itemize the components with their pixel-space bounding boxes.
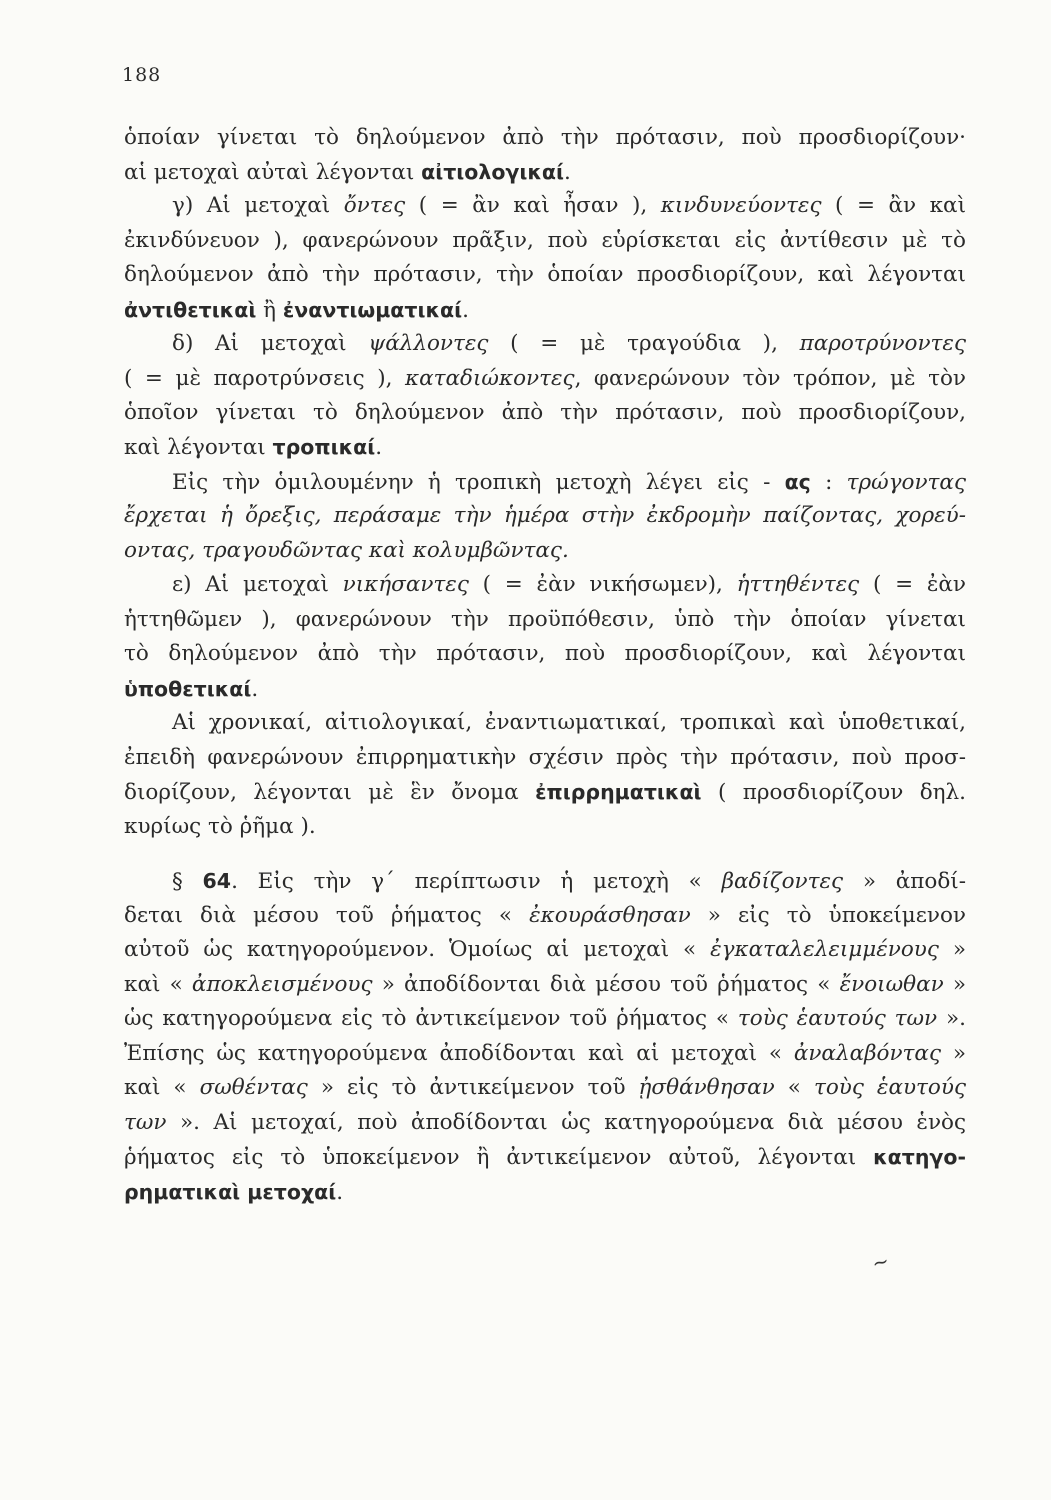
text-span: ». Αἱ μετοχαί, ποὺ ἀποδίδονται ὡς κατηγορούμενα διὰ μέσου ἑνὸς — [166, 1110, 966, 1135]
text-span: » εἰς τὸ ὑποκείμενον — [690, 903, 966, 928]
text-span: καὶ « — [124, 972, 192, 997]
text-span: καὶ « — [124, 1075, 200, 1100]
text-line — [124, 778, 966, 807]
text-line — [124, 537, 966, 565]
text-line — [124, 606, 966, 634]
italic-term: ἐγκαταλελειμμένους — [710, 937, 939, 962]
italic-term: νικήσαντες — [342, 572, 469, 597]
text-span: οντας, τραγουδῶντας καὶ κολυμβῶντας. — [124, 538, 569, 563]
italic-term: ᾐσθάνθησαν — [638, 1075, 775, 1100]
text-span: ὡς κατηγορούμενα εἰς τὸ ἀντικείμενον τοῦ ῥήματος « — [124, 1006, 738, 1031]
text-span: . — [251, 677, 259, 702]
bold-term: ρηματικαὶ μετοχαί — [124, 1180, 337, 1204]
text-span: ε) Αἱ μετοχαὶ — [172, 572, 343, 597]
text-span: δεται διὰ μέσου τοῦ ῥήματος « — [124, 903, 530, 928]
text-span: δ) Αἱ μετοχαὶ — [172, 331, 369, 356]
italic-term: ἡττηθέντες — [736, 572, 860, 597]
text-line — [124, 1143, 966, 1172]
bold-term: αἰτιολογικαί — [421, 160, 564, 184]
text-line — [124, 227, 966, 255]
italic-term: ἐκουράσθησαν — [529, 903, 691, 928]
text-line — [124, 124, 966, 152]
text-line — [124, 675, 966, 704]
text-span: » — [941, 1041, 966, 1066]
italic-term: τρώγοντας — [846, 470, 966, 495]
bold-term: τροπικαί — [272, 435, 376, 459]
text-line — [172, 709, 966, 737]
text-line — [124, 261, 966, 289]
text-line — [124, 1074, 966, 1102]
text-span: ( = ἂν καὶ — [821, 193, 967, 218]
text-span: . — [336, 1180, 344, 1205]
italic-term: παροτρύνοντες — [799, 331, 967, 356]
italic-term: ἀποκλεισμένους — [191, 972, 373, 997]
bold-term: ἐναντιωματικαί — [282, 298, 463, 322]
bold-term: ἐπιρρηματικαὶ — [535, 780, 702, 804]
text-line — [124, 744, 966, 772]
italic-term: βαδίζοντες — [721, 869, 844, 894]
text-span: : — [810, 470, 847, 495]
text-span: Ἐπίσης ὡς κατηγορούμενα ἀποδίδονται καὶ αἱ μετοχαὶ « — [124, 1041, 794, 1066]
italic-term: ἔνοιωθαν — [839, 972, 944, 997]
bold-term: κατηγο- — [873, 1145, 966, 1169]
marginal-mark: ~ — [869, 1248, 892, 1276]
text-span: ( = ἐὰν — [859, 572, 966, 597]
italic-term: ὄντες — [343, 193, 406, 218]
text-span: . — [462, 298, 469, 323]
text-line — [124, 296, 966, 325]
text-span: § — [172, 869, 203, 894]
text-span: δηλούμενον ἀπὸ τὴν πρότασιν, τὴν ὁποίαν προσδιορίζουν, καὶ λέγονται — [124, 262, 966, 287]
text-span: ῥήματος εἰς τὸ ὑποκείμενον ἢ ἀντικείμενον αὐτοῦ, λέγονται — [124, 1145, 874, 1170]
text-line — [124, 399, 966, 427]
italic-term: σωθέντας — [199, 1075, 308, 1100]
italic-term: τοὺς ἑαυτούς των — [737, 1006, 938, 1031]
text-line — [172, 468, 966, 497]
text-span: καὶ λέγονται — [124, 435, 273, 460]
section-number: 64 — [202, 869, 232, 893]
text-span: ἡττηθῶμεν ), φανερώνουν τὴν προϋπόθεσιν, ὑπὸ τὴν ὁποίαν γίνεται — [124, 607, 966, 632]
page-number: 188 — [122, 64, 162, 86]
text-line — [124, 902, 966, 930]
text-span: ὁποίαν γίνεται τὸ δηλούμενον ἀπὸ τὴν πρότασιν, ποὺ προσδιορίζουν· — [124, 125, 966, 150]
text-span: , φανερώνουν τὸν τρόπον, μὲ τὸν — [574, 366, 966, 391]
text-line — [172, 867, 966, 896]
text-span: « — [774, 1075, 814, 1100]
text-span: ». — [937, 1006, 966, 1031]
text-span: . — [375, 435, 383, 460]
text-span: ἢ — [256, 298, 283, 323]
text-span: . Εἰς τὴν γ΄ περίπτωσιν ἡ μετοχὴ « — [231, 869, 722, 894]
text-span: Αἱ χρονικαί, αἰτιολογικαί, ἐναντιωματικαί, τροπικαὶ καὶ ὑποθετικαί, — [172, 710, 966, 735]
text-line — [124, 158, 966, 187]
text-span: ἔρχεται ἡ ὄρεξις, περάσαμε τὴν ἡμέρα στὴν ἐκδρομὴν παίζοντας, χορεύ- — [124, 503, 966, 528]
text-span: ( = μὲ παροτρύνσεις ), — [124, 366, 406, 391]
text-span: ( = ἂν καὶ ἦσαν ), — [405, 193, 661, 218]
text-span: » εἰς τὸ ἀντικείμενον τοῦ — [307, 1075, 639, 1100]
text-line — [124, 365, 966, 393]
text-line — [124, 1040, 966, 1068]
italic-term: ἀναλαβόντας — [793, 1041, 941, 1066]
italic-term: ψάλλοντες — [368, 331, 489, 356]
text-line — [124, 502, 966, 530]
text-line — [124, 1178, 966, 1207]
text-line — [124, 1005, 966, 1033]
text-span: ἐπειδὴ φανερώνουν ἐπιρρηματικὴν σχέσιν πρὸς τὴν πρότασιν, ποὺ προσ- — [124, 745, 966, 770]
text-span: » — [938, 937, 966, 962]
text-span: ( προσδιορίζουν δηλ. — [701, 780, 966, 805]
text-span: γ) Αἱ μετοχαὶ — [172, 193, 344, 218]
text-span: αὐτοῦ ὡς κατηγορούμενον. Ὁμοίως αἱ μετοχαὶ « — [124, 937, 711, 962]
bold-term: ὑποθετικαί — [124, 677, 252, 701]
text-line — [124, 971, 966, 999]
text-line — [172, 192, 966, 220]
text-line — [124, 1109, 966, 1137]
bold-term: ας — [784, 470, 811, 494]
text-span: ὁποῖον γίνεται τὸ δηλούμενον ἀπὸ τὴν πρότασιν, ποὺ προσδιορίζουν, — [124, 400, 966, 425]
text-line — [124, 640, 966, 668]
text-span: τὸ δηλούμενον ἀπὸ τὴν πρότασιν, ποὺ προσδιορίζουν, καὶ λέγονται — [124, 641, 966, 666]
text-span: ( = μὲ τραγούδια ), — [488, 331, 800, 356]
text-span: Εἰς τὴν ὁμιλουμένην ἡ τροπικὴ μετοχὴ λέγει εἰς - — [172, 470, 785, 495]
italic-term: καταδιώκοντες — [405, 366, 575, 391]
text-span: . — [564, 160, 571, 185]
text-span: » ἀποδίδονται διὰ μέσου τοῦ ῥήματος « — [372, 972, 840, 997]
text-span: ἐκινδύνευον ), φανερώνουν πρᾶξιν, ποὺ εὑρίσκεται εἰς ἀντίθεσιν μὲ τὸ — [124, 228, 966, 253]
text-line — [124, 433, 966, 462]
text-span: κυρίως τὸ ῥῆμα ). — [124, 814, 316, 839]
text-line — [124, 936, 966, 964]
text-line — [172, 571, 966, 599]
italic-term: τοὺς ἑαυτούς — [813, 1075, 966, 1100]
bold-term: ἀντιθετικαὶ — [124, 298, 257, 322]
text-span: » ἀποδί- — [843, 869, 966, 894]
text-span: διορίζουν, λέγονται μὲ ἓν ὄνομα — [124, 780, 536, 805]
text-line — [124, 813, 966, 841]
text-span: » — [943, 972, 966, 997]
text-span: ( = ἐὰν νικήσωμεν), — [468, 572, 737, 597]
italic-term: κινδυνεύοντες — [660, 193, 822, 218]
italic-term: των — [124, 1110, 167, 1135]
text-span: αἱ μετοχαὶ αὐταὶ λέγονται — [124, 160, 422, 185]
text-line — [172, 330, 966, 358]
